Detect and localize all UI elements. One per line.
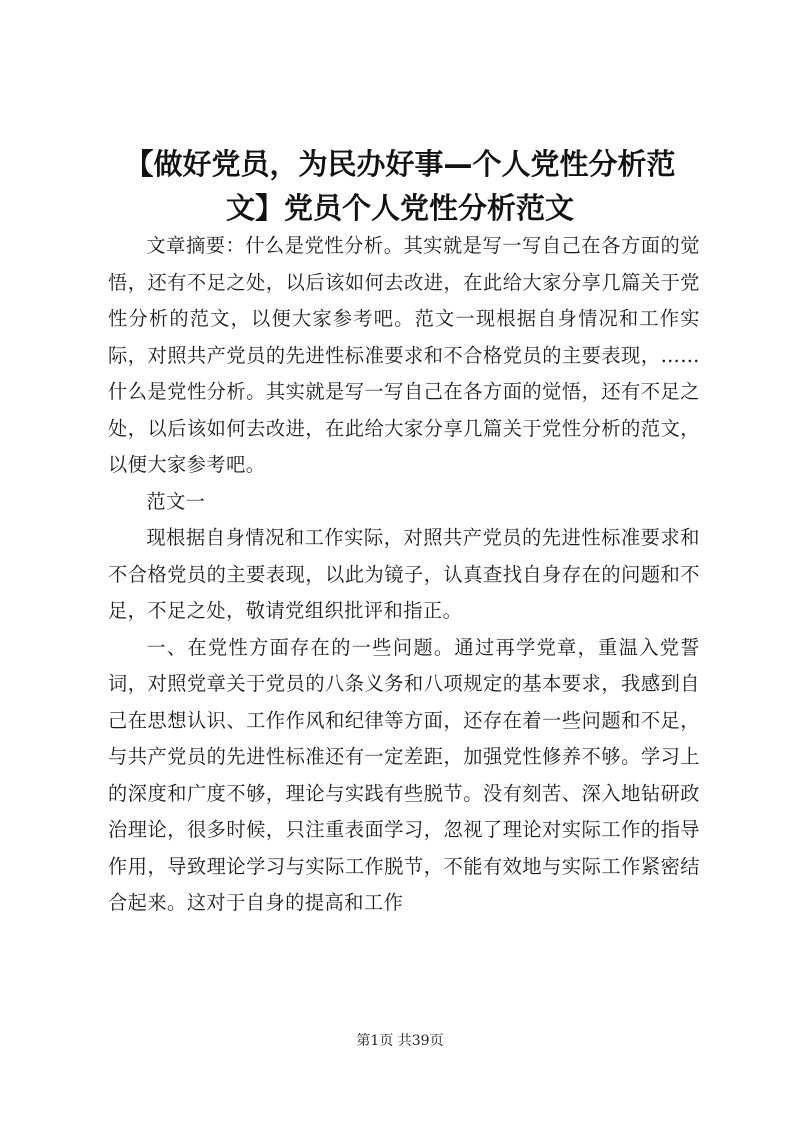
paragraph-section-heading: 范文一 <box>146 489 206 513</box>
paragraph-abstract: 文章摘要：什么是党性分析。其实就是写一写自己在各方面的觉悟，还有不足之处，以后该如何去改进，在此给大家分享几篇关于党性分析的范文，以便大家参考吧。范文一现根据自身情况和工作实际，对照共产党员的先进性标准要求和不合格党员的主要表现，……什么是党性分析。其实就是写一写自己在各方面的觉悟，还有不足之处，以后该如何去改进，在此给大家分享几篇关于党性分析的范文，以便大家参考吧。 <box>108 234 700 476</box>
paragraph-issues: 一、在党性方面存在的一些问题。通过再学党章，重温入党誓词，对照党章关于党员的八条义务和八项规定的基本要求，我感到自己在思想认识、工作作风和纪律等方面，还存在着一些问题和不足，与共产党员的先进性标准还有一定差距，加强党性修养不够。学习上的深度和广度不够，理论与实践有些脱节。没有刻苦、深入地钻研政治理论，很多时候，只注重表面学习，忽视了理论对实际工作的指导作用，导致理论学习与实际工作脱节，不能有效地与实际工作紧密结合起来。这对于自身的提高和工作 <box>108 635 700 914</box>
page-number-footer: 第1页 共39页 <box>356 1033 444 1049</box>
document-body <box>108 228 700 922</box>
paragraph-intro: 现根据自身情况和工作实际，对照共产党员的先进性标准要求和不合格党员的主要表现，以此为镜子，认真查找自身存在的问题和不足，不足之处，敬请党组织批评和指正。 <box>108 526 700 622</box>
document-title: 【做好党员，为民办好事—个人党性分析范文】党员个人党性分析范文 <box>124 147 676 225</box>
